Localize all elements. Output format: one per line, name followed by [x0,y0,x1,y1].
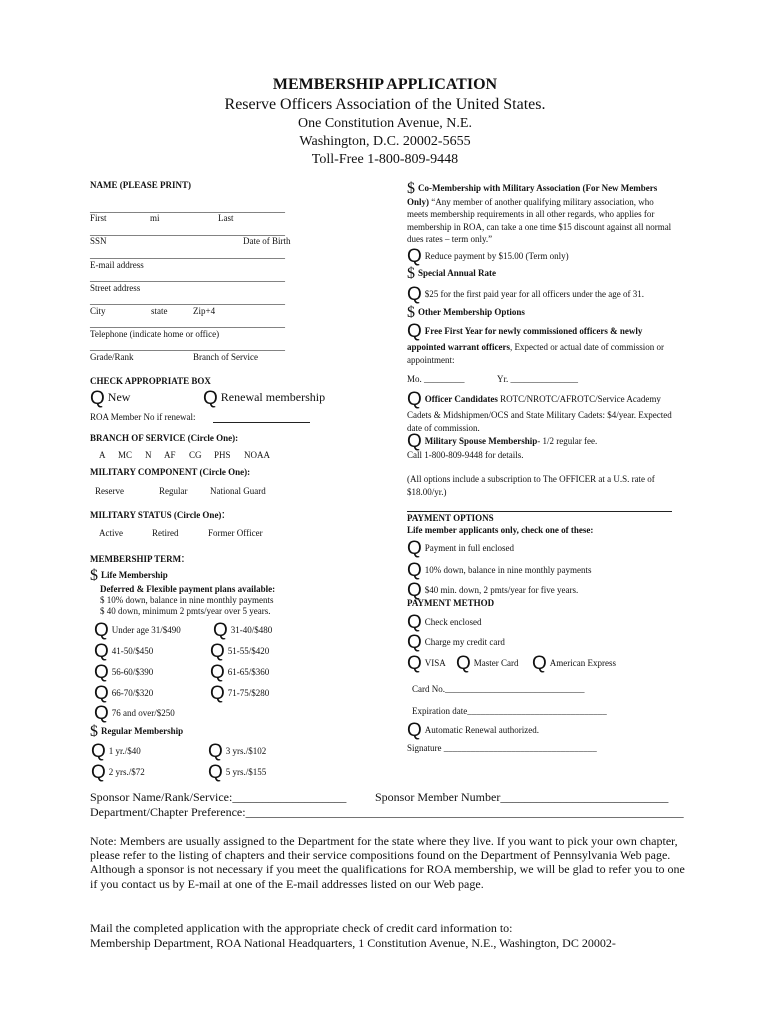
mi-label: mi [150,213,160,223]
dollar-icon: $ [407,304,415,321]
ssn-line[interactable]: _______________________________________ [90,226,285,237]
street-line[interactable]: _______________________________________ [90,272,285,283]
life-option-71-75[interactable]: Q 71-75/$280 [210,683,270,704]
email-label: E-mail address [90,260,144,270]
checkbox-icon[interactable]: Q [407,580,422,601]
spouse-call: Call 1-800-809-9448 for details. [407,450,524,460]
new-option[interactable] [90,389,130,408]
regular-option-2yrs[interactable]: Q 2 yrs./$72 [91,762,145,783]
telephone-label: Telephone (indicate home or office) [90,329,220,339]
signature-field[interactable]: Signature __________________________________ [407,743,597,753]
dollar-icon: $ [90,723,98,740]
branch-option-noaa[interactable]: NOAA [244,450,270,460]
sponsor-number-field[interactable]: Sponsor Member Number____________________________ [375,790,669,804]
mastercard-option[interactable]: Q Master Card [456,653,519,674]
checkbox-icon[interactable]: Q [407,389,422,410]
sponsor-rank-field[interactable]: Sponsor Name/Rank/Service:___________________ [90,790,347,804]
checkbox-icon[interactable]: Q [213,620,228,641]
dollar-icon: $ [407,265,415,282]
branch-heading: BRANCH OF SERVICE (Circle One): [90,433,239,443]
check-box-heading: CHECK APPROPRIATE BOX [90,376,211,386]
first-label: First [90,213,107,223]
dob-label: Date of Birth [243,236,291,246]
branch-option-cg[interactable]: CG [189,450,202,460]
branch-option-a[interactable]: A [99,450,106,460]
street-label: Street address [90,283,141,293]
check-enclosed-option[interactable]: Q Check enclosed [407,612,482,633]
department-preference-field[interactable]: Department/Chapter Preference:_________________________________________________________________________ [90,805,684,819]
new-label: New [107,390,131,404]
checkbox-icon[interactable]: Q [210,662,225,683]
branch-option-af[interactable]: AF [164,450,176,460]
checkbox-icon[interactable]: Q [94,662,109,683]
expiration-field[interactable]: Expiration date_______________________________ [412,706,607,716]
life-option-76-over[interactable]: Q 76 and over/$250 [94,703,175,724]
card-no-field[interactable]: Card No._______________________________ [412,684,585,694]
life-heading: $ Life Membership [90,567,168,584]
dollar-icon: $ [407,180,415,197]
checkbox-icon[interactable]: Q [94,641,109,662]
comember-text: “Any member of another qualifying military association, who meets membership requirements in all other regards, who applies for membership in ROA, can take a one time $15 discount against all normal dues rates – term only.” [407,196,672,244]
life-option-66-70[interactable]: Q 66-70/$320 [94,683,154,704]
method-heading: PAYMENT METHOD [407,598,495,608]
checkbox-icon[interactable]: Q [90,388,105,409]
dollar-icon: $ [90,567,98,584]
officer-candidates-option[interactable]: Q Officer Candidates ROTC/NROTC/AFROTC/Service Academy Cadets & Midshipmen/OCS and State Military Cadets: $4/year. Expected date of commission. [407,389,672,433]
pay-full-option[interactable]: Q Payment in full enclosed [407,538,515,559]
checkbox-icon[interactable]: Q [94,620,109,641]
component-option-national-guard[interactable]: National Guard [210,486,266,496]
checkbox-icon[interactable]: Q [407,284,422,305]
toll-free-phone: Toll-Free 1-800-809-9448 [311,152,459,167]
checkbox-icon[interactable]: Q [407,720,422,741]
regular-option-1yr[interactable]: Q 1 yr./$40 [91,741,141,762]
checkbox-icon[interactable]: Q [407,246,422,267]
spouse-option[interactable]: Q Military Spouse Membership- 1/2 regular fee. [407,431,598,452]
life-option-41-50[interactable]: Q 41-50/$450 [94,641,154,662]
branch-option-mc[interactable]: MC [118,450,133,460]
checkbox-icon[interactable]: Q [407,560,422,581]
payment-heading: PAYMENT OPTIONS [407,513,494,523]
checkbox-icon[interactable]: Q [203,388,218,409]
life-option-31-40[interactable]: Q 31-40/$480 [213,620,273,641]
checkbox-icon[interactable]: Q [91,762,106,783]
visa-option[interactable]: QVISA [407,653,446,674]
reduce-option[interactable]: Q Reduce payment by $15.00 (Term only) [407,246,569,267]
status-option-active[interactable]: Active [99,528,123,538]
life-option-56-60[interactable]: Q 56-60/$390 [94,662,154,683]
checkbox-icon[interactable]: Q [407,321,422,342]
checkbox-icon[interactable]: Q [94,703,109,724]
payment-divider [407,511,672,512]
term-heading: MEMBERSHIP TERM: [90,550,185,565]
grade-line[interactable]: _______________________________________ [90,341,285,352]
renewal-label: Renewal membership [220,390,326,404]
telephone-line[interactable]: _______________________________________ [90,318,285,329]
zip-label: Zip+4 [193,306,216,316]
checkbox-icon[interactable]: Q [407,612,422,633]
life-option-51-55[interactable]: Q 51-55/$420 [210,641,270,662]
amex-option[interactable]: Q American Express [532,653,617,674]
deferred-heading: Deferred & Flexible payment plans available: [100,584,276,594]
city-label: City [90,306,106,316]
special-option[interactable]: Q $25 for the first paid year for all officers under the age of 31. [407,284,645,305]
checkbox-icon[interactable]: Q [210,683,225,704]
life-option-under-31[interactable]: Q Under age 31/$490 [94,620,181,641]
regular-option-3yrs[interactable]: Q 3 yrs./$102 [208,741,267,762]
status-option-retired[interactable]: Retired [152,528,179,538]
first-name-line[interactable]: _______________________________________ [90,203,285,214]
last-label: Last [218,213,234,223]
mail-address: Membership Department, ROA National Headquarters, 1 Constitution Avenue, N.E., Washington, DC 20002- [90,936,616,950]
form-title: MEMBERSHIP APPLICATION [272,76,498,93]
special-heading: $ Special Annual Rate [407,265,497,282]
status-heading: MILITARY STATUS (Circle One): [90,506,226,521]
pay-10-option[interactable]: Q 10% down, balance in nine monthly payments [407,560,592,581]
commission-month-field[interactable]: Mo. _________ [407,374,465,384]
checkbox-icon[interactable]: Q [91,741,106,762]
mail-instruction: Mail the completed application with the appropriate check of credit card information to: [90,921,513,935]
city-line[interactable]: _______________________________________ [90,295,285,306]
auto-renewal-option[interactable]: Q Automatic Renewal authorized. [407,720,539,741]
checkbox-icon[interactable]: Q [94,683,109,704]
checkbox-icon[interactable]: Q [208,741,223,762]
comember-section [407,182,673,246]
charge-card-option[interactable]: Q Charge my credit card [407,632,505,653]
payment-subheading: Life member applicants only, check one of these: [407,525,594,535]
regular-heading: $ Regular Membership [90,723,184,740]
deferred-option-1: $ 10% down, balance in nine monthly payments [100,595,274,605]
checkbox-icon[interactable]: Q [407,632,422,653]
roa-member-no-label: ROA Member No if renewal: [90,412,196,422]
comember-heading: Co-Membership with Military Association (For New Members Only) [407,183,658,207]
state-label: state [151,306,168,316]
renewal-option[interactable] [203,389,325,408]
branch-label: Branch of Service [193,352,258,362]
checkbox-icon[interactable]: Q [456,653,471,674]
life-option-61-65[interactable]: Q 61-65/$360 [210,662,270,683]
checkbox-icon[interactable]: Q [407,538,422,559]
free-first-year-option[interactable]: Q Free First Year for newly commissioned officers & newly appointed warrant officers, Expected or actual date of commission or appointment: [407,321,664,365]
component-heading: MILITARY COMPONENT (Circle One): [90,467,251,477]
ssn-label: SSN [90,236,107,246]
options-note: (All options include a subscription to The OFFICER at a U.S. rate of $18.00/yr.) [407,474,655,497]
deferred-option-2: $ 40 down, minimum 2 pmts/year over 5 years. [100,606,271,616]
roa-member-no-line[interactable] [213,422,310,423]
email-line[interactable]: _______________________________________ [90,249,285,260]
checkbox-icon[interactable]: Q [532,653,547,674]
grade-label: Grade/Rank [90,352,134,362]
name-heading: NAME (PLEASE PRINT) [90,180,192,190]
address-line-1: One Constitution Avenue, N.E. [298,116,472,131]
branch-option-phs[interactable]: PHS [214,450,231,460]
status-option-former-officer[interactable]: Former Officer [208,528,263,538]
component-option-regular[interactable]: Regular [159,486,188,496]
checkbox-icon[interactable]: Q [407,653,422,674]
address-line-2: Washington, D.C. 20002-5655 [299,134,471,149]
checkbox-icon[interactable]: Q [208,762,223,783]
note-paragraph: Note: Members are usually assigned to the Department for the state where they live. If you want to pick your own chapter, please refer to the listing of chapters and their service compositions found on the Department of Pennsylvania Web page. Although a sponsor is not necessary if you meet the qualifications for ROA membership, we will be glad to refer you to one if you contact us by E-mail at one of the E-mail addresses listed on our Web page. [90,834,685,891]
checkbox-icon[interactable]: Q [210,641,225,662]
component-option-reserve[interactable]: Reserve [95,486,124,496]
checkbox-icon[interactable]: Q [407,431,422,452]
other-heading: $ Other Membership Options [407,304,525,321]
commission-year-field[interactable]: Yr. _______________ [497,374,578,384]
regular-option-5yrs[interactable]: Q 5 yrs./$155 [208,762,267,783]
pay-40-option[interactable]: Q $40 min. down, 2 pmts/year for five years. [407,580,579,601]
branch-option-n[interactable]: N [145,450,152,460]
org-name: Reserve Officers Association of the United States. [224,96,546,113]
